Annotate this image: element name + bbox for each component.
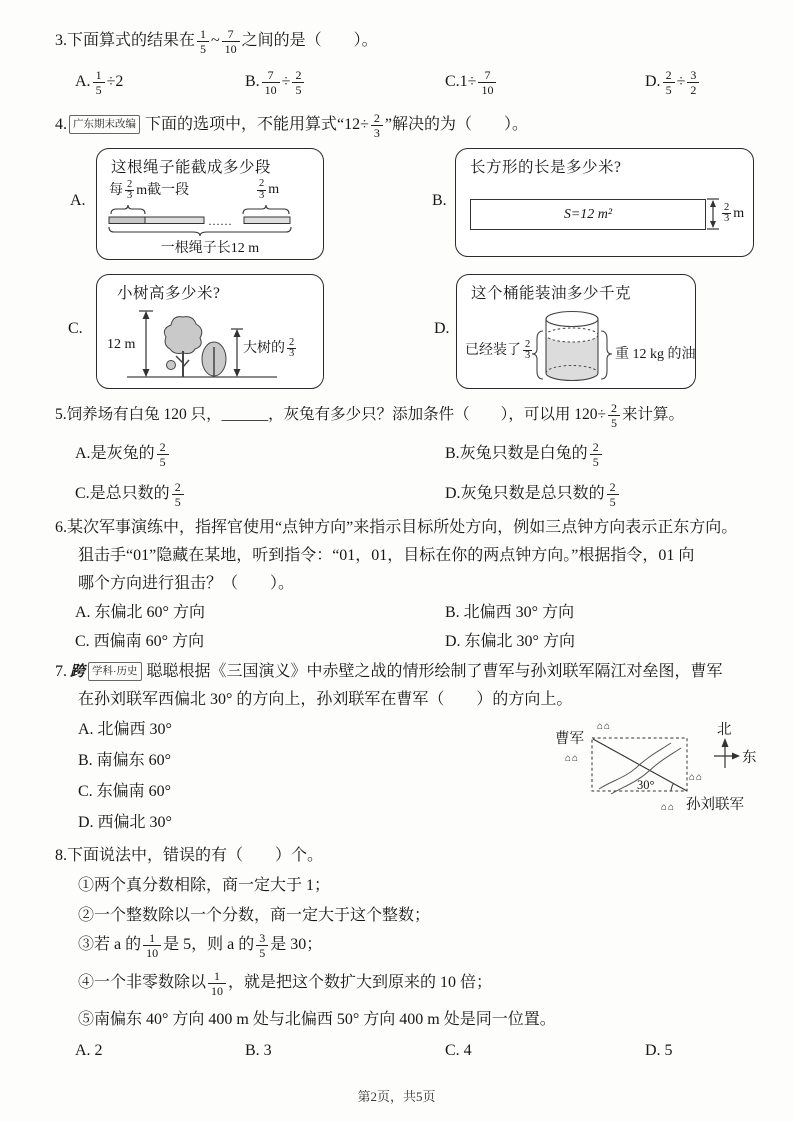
fraction-denominator: 5 xyxy=(93,82,105,96)
option-label: D. xyxy=(645,73,661,90)
fraction-numerator: 2 xyxy=(289,336,295,348)
small-tree-text: 大树的 xyxy=(243,341,285,356)
q7-option-b: B. 南偏东 60° xyxy=(78,752,172,769)
fraction-denominator: 5 xyxy=(256,945,268,959)
underbrace xyxy=(109,227,291,236)
option-label: B. xyxy=(245,73,260,90)
q6-line3: 哪个方向进行狙击？（ ）。 xyxy=(78,575,295,592)
fraction xyxy=(256,932,268,959)
q6-option-c: C. 西偏南 60° 方向 xyxy=(75,633,205,650)
q4-stem-text1: 下面的选项中，不能用算式“12÷ xyxy=(145,116,369,133)
fraction-denominator: 5 xyxy=(663,82,675,96)
tree-height-label: 12 m xyxy=(107,337,136,352)
q6-option-d: D. 东偏北 30° 方向 xyxy=(445,633,575,650)
q3-option-a xyxy=(75,62,123,102)
source-badge: 广东期末改编 xyxy=(69,115,140,134)
fraction xyxy=(523,340,532,362)
q7-number: 7. xyxy=(55,663,67,680)
option-text: 1÷ xyxy=(459,73,477,90)
q8-option-c: C. 4 xyxy=(445,1042,472,1059)
area-label: S=12 m² xyxy=(563,207,613,222)
overbrace-right xyxy=(243,205,289,214)
q8-option-a: A. 2 xyxy=(75,1042,103,1059)
fraction xyxy=(208,970,226,997)
q6-option-a: A. 东偏北 60° 方向 xyxy=(75,604,205,621)
q8-item-2: ②一个整数除以一个分数，商一定大于这个整数； xyxy=(78,907,431,924)
option-text: 是灰兔的 xyxy=(90,445,155,462)
right-brace xyxy=(601,331,612,379)
q3-option-b xyxy=(245,62,306,102)
fraction-denominator: 5 xyxy=(172,494,184,508)
barrel-box-title: 这个桶能装油多少千克 xyxy=(471,285,632,302)
fraction-numerator: 2 xyxy=(127,178,133,190)
rope-diagram xyxy=(107,205,307,239)
tents-icon: ⌂⌂ xyxy=(661,802,676,813)
rope-bar-right xyxy=(244,217,290,224)
fraction-denominator: 10 xyxy=(143,945,161,959)
segment-label-post: m截一段 xyxy=(136,183,190,198)
option-text: 灰兔只数是白兔的 xyxy=(459,445,588,462)
fraction-numerator: 7 xyxy=(227,26,234,41)
q7-text1: 聪聪根据《三国演义》中赤壁之战的情形绘制了曹军与孙刘联军隔江对垒图，曹军 xyxy=(146,663,723,680)
q4-option-c-box xyxy=(96,274,324,389)
fraction-numerator: 7 xyxy=(267,67,274,82)
q5-option-a xyxy=(75,434,171,474)
fraction-numerator: 2 xyxy=(525,338,531,350)
q8-stem-text: 下面说法中，错误的有（ ）个。 xyxy=(67,847,324,864)
divide-sign: ÷ xyxy=(281,73,291,90)
east-label: 东 xyxy=(742,750,757,766)
rect-height-label xyxy=(720,199,744,229)
fraction-numerator: 1 xyxy=(149,930,156,945)
fraction xyxy=(292,69,304,96)
page-footer: 第2页，共5页 xyxy=(357,1089,436,1104)
fraction-denominator: 5 xyxy=(608,415,620,429)
q3-option-c xyxy=(445,62,498,102)
q8-item-1: ①两个真分数相除，商一定大于 1； xyxy=(78,877,331,894)
q8-item-3 xyxy=(78,926,322,964)
fraction xyxy=(287,338,296,360)
fraction-denominator: 10 xyxy=(478,82,496,96)
q3-tilde: ~ xyxy=(211,32,220,49)
fraction-numerator: 3 xyxy=(690,67,697,82)
q7-option-d: D. 西偏北 30° xyxy=(78,814,172,831)
oil-level xyxy=(546,328,598,342)
fraction-denominator: 2 xyxy=(687,82,699,96)
rectangle-box-title: 长方形的长是多少米? xyxy=(470,159,622,176)
q4-option-c-label: C. xyxy=(68,320,83,337)
q8-item-5: ⑤南偏东 40° 方向 400 m 处与北偏西 50° 方向 400 m 处是同一位置。 xyxy=(78,1011,556,1028)
rope-segment-label xyxy=(109,179,189,202)
option-text: ÷2 xyxy=(106,73,124,90)
ellipsis-dots: …… xyxy=(208,214,232,228)
fraction xyxy=(608,402,620,429)
fraction-denominator: 3 xyxy=(724,213,730,225)
sun-liu-army-label: 孙刘联军 xyxy=(686,797,744,813)
item3-post: 是 30； xyxy=(270,936,323,953)
q3-stem-text1: 下面算式的结果在 xyxy=(67,32,196,49)
height-unit: m xyxy=(733,206,745,221)
q4-option-b-box xyxy=(455,148,754,257)
fraction-denominator: 5 xyxy=(197,41,209,55)
fraction xyxy=(262,69,280,96)
segment-label-pre: 每 xyxy=(109,183,123,198)
fraction-denominator: 5 xyxy=(157,454,169,468)
option-label: B. xyxy=(445,445,460,462)
q5-option-c xyxy=(75,474,186,514)
q8-option-b: B. 3 xyxy=(245,1042,272,1059)
option-text: 是总只数的 xyxy=(89,485,170,502)
fraction xyxy=(143,932,161,959)
fraction xyxy=(371,112,383,139)
fraction xyxy=(93,69,105,96)
overbrace-left xyxy=(111,205,145,214)
q8-number: 8. xyxy=(55,847,67,864)
fraction-denominator: 5 xyxy=(607,494,619,508)
q4-option-d-box xyxy=(456,274,696,389)
fraction-numerator: 2 xyxy=(295,67,302,82)
q3-option-d xyxy=(645,62,701,102)
q5-stem-text2: 来计算。 xyxy=(622,406,685,423)
fraction-numerator: 2 xyxy=(611,400,618,415)
option-label: C. xyxy=(75,485,90,502)
fraction-numerator: 2 xyxy=(724,201,730,213)
tents-icon: ⌂⌂ xyxy=(597,721,612,732)
q7-line1 xyxy=(55,658,723,681)
q3-stem-text2: 之间的是（ ）。 xyxy=(241,32,378,49)
north-label: 北 xyxy=(717,722,732,738)
fraction xyxy=(687,69,699,96)
fraction xyxy=(222,28,240,55)
rope-first-segment xyxy=(109,217,145,224)
battle-map-diagram xyxy=(553,710,793,830)
item3-mid: 是 5，则 a 的 xyxy=(163,936,255,953)
fraction-denominator: 5 xyxy=(590,454,602,468)
fraction xyxy=(157,441,169,468)
cao-army-label: 曹军 xyxy=(555,731,584,747)
q7-line2: 在孙刘联军西偏北 30° 的方向上，孙刘联军在曹军（ ）的方向上。 xyxy=(78,691,573,708)
item4-post: ，就是把这个数扩大到原来的 10 倍； xyxy=(228,974,493,991)
q6-text1: 某次军事演练中，指挥官使用“点钟方向”来指示目标所处方向，例如三点钟方向表示正东方向。 xyxy=(67,519,738,536)
q3-stem xyxy=(55,22,378,60)
fraction-numerator: 1 xyxy=(95,67,102,82)
fraction xyxy=(722,203,731,225)
fraction-numerator: 3 xyxy=(259,930,266,945)
fraction xyxy=(478,69,496,96)
q5-option-b xyxy=(445,434,604,474)
barrel-top xyxy=(546,312,598,327)
q4-option-a-box xyxy=(96,148,324,260)
divide-sign: ÷ xyxy=(676,73,686,90)
fraction-numerator: 2 xyxy=(259,178,265,189)
q4-stem-text2: ”解决的为（ ）。 xyxy=(384,116,528,133)
small-tree-label xyxy=(243,337,298,360)
piece-unit: m xyxy=(268,182,280,198)
fraction-denominator: 10 xyxy=(222,41,240,55)
fraction xyxy=(257,179,266,201)
q5-number: 5. xyxy=(55,406,67,423)
angle-arc xyxy=(671,784,674,792)
q5-option-d xyxy=(445,474,621,514)
q3-number: 3. xyxy=(55,32,67,49)
q5-stem xyxy=(55,396,684,434)
q4-option-a-label: A. xyxy=(70,192,86,209)
height-arrow xyxy=(706,197,720,231)
fraction-numerator: 1 xyxy=(214,968,221,983)
fraction-numerator: 2 xyxy=(174,479,181,494)
barrel-left-label xyxy=(465,339,534,362)
rope-total-label: 一根绳子长12 m xyxy=(160,241,260,256)
subject-badge: 学科·历史 xyxy=(88,662,142,681)
fraction-denominator: 10 xyxy=(208,983,226,997)
q4-stem xyxy=(55,106,528,144)
angle-label: 30° xyxy=(637,778,655,792)
q6-option-b: B. 北偏西 30° 方向 xyxy=(445,604,575,621)
barrel-right-label: 重 12 kg 的油 xyxy=(615,347,696,362)
rectangle-shape xyxy=(470,199,706,230)
fraction xyxy=(172,481,184,508)
q6-line2: 狙击手“01”隐藏在某地，听到指令：“01，01，目标在你的两点钟方向。”根据指令，01 向 xyxy=(78,547,695,564)
q8-item-4 xyxy=(78,964,492,1002)
option-label: C. xyxy=(445,73,460,90)
fraction xyxy=(125,180,134,202)
item3-pre: ③若 a 的 xyxy=(78,936,142,953)
fraction-denominator: 3 xyxy=(289,348,295,360)
fraction-numerator: 7 xyxy=(484,67,491,82)
fraction-denominator: 5 xyxy=(292,82,304,96)
q7-option-a: A. 北偏西 30° xyxy=(78,721,172,738)
item4-pre: ④一个非零数除以 xyxy=(78,974,207,991)
fraction xyxy=(607,481,619,508)
fraction-denominator: 3 xyxy=(259,189,265,201)
fraction-numerator: 1 xyxy=(200,26,207,41)
fraction-denominator: 3 xyxy=(525,350,531,362)
fraction-denominator: 3 xyxy=(127,190,133,202)
option-label: A. xyxy=(75,73,91,90)
option-label: A. xyxy=(75,445,91,462)
fraction xyxy=(663,69,675,96)
q8-stem xyxy=(55,842,323,865)
q4-option-d-label: D. xyxy=(434,320,450,337)
rope-piece-label xyxy=(255,179,279,201)
q6-line1 xyxy=(55,514,737,537)
q7-option-c: C. 东偏南 60° xyxy=(78,783,172,800)
river-line-1 xyxy=(599,743,671,789)
fraction-numerator: 2 xyxy=(373,110,380,125)
q4-option-b-label: B. xyxy=(432,192,447,209)
fraction xyxy=(590,441,602,468)
fraction-denominator: 3 xyxy=(371,125,383,139)
big-tree-crown xyxy=(164,317,201,354)
option-text: 灰兔只数是总只数的 xyxy=(460,485,605,502)
q6-number: 6. xyxy=(55,519,67,536)
fraction-numerator: 2 xyxy=(609,479,616,494)
fraction-denominator: 10 xyxy=(262,82,280,96)
cross-subject-prefix: 跨 xyxy=(70,664,86,680)
oil-fill xyxy=(546,335,598,381)
q4-number: 4. xyxy=(55,116,67,133)
fraction-numerator: 2 xyxy=(665,67,672,82)
tents-icon: ⌂⌂ xyxy=(565,753,580,764)
tree-box-title: 小树高多少米? xyxy=(117,285,221,302)
fraction-numerator: 2 xyxy=(159,439,166,454)
rope-box-title: 这根绳子能截成多少段 xyxy=(111,159,272,176)
q5-stem-text1: 饲养场有白兔 120 只，______，灰兔有多少只？添加条件（ ），可以用 120÷ xyxy=(66,406,607,423)
q8-option-d: D. 5 xyxy=(645,1042,673,1059)
filled-text: 已经装了 xyxy=(465,343,521,358)
fraction-numerator: 2 xyxy=(592,439,599,454)
fraction xyxy=(197,28,209,55)
tents-icon: ⌂⌂ xyxy=(689,772,704,783)
option-label: D. xyxy=(445,485,461,502)
